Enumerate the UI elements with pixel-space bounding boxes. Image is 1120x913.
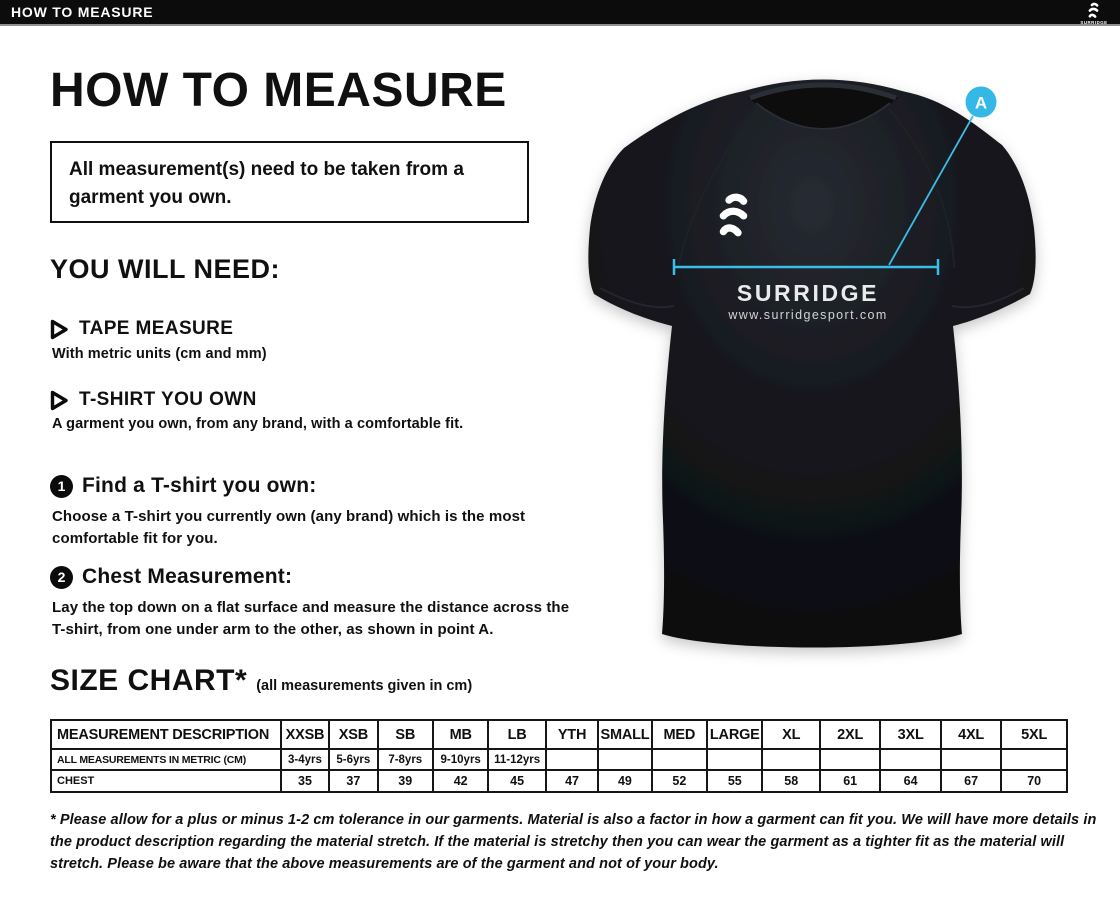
step-number-badge: 2 xyxy=(50,566,73,589)
step-desc: Lay the top down on a flat surface and measure the distance across the T-shirt, from one under arm to the other, as shown in point A. xyxy=(52,599,570,638)
marker-label: A xyxy=(974,93,988,113)
cell: 55 xyxy=(707,770,762,792)
cell: 5-6yrs xyxy=(329,749,377,770)
column-header: LB xyxy=(488,720,545,749)
column-header: XL xyxy=(762,720,819,749)
need-item-desc: With metric units (cm and mm) xyxy=(52,346,267,362)
need-item-tape-measure xyxy=(50,318,233,340)
page-title: HOW TO MEASURE xyxy=(50,64,507,117)
shirt-brand-text: SURRIDGE xyxy=(736,280,880,306)
size-chart-subtitle: (all measurements given in cm) xyxy=(256,678,473,694)
cell xyxy=(941,749,1001,770)
cell: 42 xyxy=(433,770,488,792)
table-row-chest xyxy=(51,770,1067,792)
cell: 39 xyxy=(378,770,433,792)
cell: 67 xyxy=(941,770,1001,792)
row-label: CHEST xyxy=(51,770,281,792)
cell: 7-8yrs xyxy=(378,749,433,770)
tolerance-footnote: * Please allow for a plus or minus 1-2 cm tolerance in our garments. Material is also a factor in how a garment can fit you. We will have more details in the product description regarding the material stretch. If the material is stretchy then you can wear the garment as a tighter fit as the material will stretch. Please be aware that the above measurements are of the garment and not of your body. xyxy=(50,812,1097,872)
column-header: 2XL xyxy=(820,720,880,749)
cell: 61 xyxy=(820,770,880,792)
cell xyxy=(762,749,819,770)
cell xyxy=(546,749,598,770)
cell xyxy=(707,749,762,770)
column-header: 5XL xyxy=(1001,720,1067,749)
cell: 47 xyxy=(546,770,598,792)
cell xyxy=(652,749,707,770)
cell: 58 xyxy=(762,770,819,792)
step-title: Find a T-shirt you own: xyxy=(82,474,317,497)
cell: 3-4yrs xyxy=(281,749,329,770)
tshirt-illustration xyxy=(560,60,1090,672)
measurement-point-a-marker xyxy=(966,87,997,118)
surridge-logo-icon xyxy=(1075,1,1113,26)
top-bar xyxy=(0,0,1120,26)
step-number-badge: 1 xyxy=(50,475,73,498)
top-bar-title: HOW TO MEASURE xyxy=(11,4,154,20)
cell xyxy=(1001,749,1067,770)
step-2-header xyxy=(50,565,292,589)
top-bar-brand: SURRIDGE xyxy=(1080,20,1108,25)
you-will-need-heading: YOU WILL NEED: xyxy=(50,254,281,284)
column-header: 4XL xyxy=(941,720,1001,749)
column-header: 3XL xyxy=(880,720,940,749)
column-header: XSB xyxy=(329,720,377,749)
row-label: ALL MEASUREMENTS IN METRIC (CM) xyxy=(51,749,281,770)
step-1-header xyxy=(50,474,316,498)
step-desc: Choose a T-shirt you currently own (any brand) which is the most comfortable fit for you. xyxy=(52,508,526,547)
column-header: LARGE xyxy=(707,720,762,749)
column-header: MB xyxy=(433,720,488,749)
cell: 49 xyxy=(598,770,651,792)
need-item-tshirt xyxy=(50,389,257,411)
column-header: SMALL xyxy=(598,720,651,749)
notice-box xyxy=(50,141,529,223)
tshirt-body xyxy=(588,80,1035,648)
tshirt-photo xyxy=(560,60,1090,672)
play-triangle-icon xyxy=(50,390,69,411)
cell: 70 xyxy=(1001,770,1067,792)
need-item-desc: A garment you own, from any brand, with a comfortable fit. xyxy=(52,416,464,432)
cell: 45 xyxy=(488,770,545,792)
cell: 11-12yrs xyxy=(488,749,545,770)
cell: 64 xyxy=(880,770,940,792)
size-chart-table xyxy=(50,719,1068,793)
column-header: SB xyxy=(378,720,433,749)
cell: 52 xyxy=(652,770,707,792)
column-header: MED xyxy=(652,720,707,749)
table-row-metric xyxy=(51,749,1067,770)
cell xyxy=(598,749,651,770)
column-header: YTH xyxy=(546,720,598,749)
cell: 9-10yrs xyxy=(433,749,488,770)
shirt-website-text: www.surridgesport.com xyxy=(728,308,888,322)
need-item-title: TAPE MEASURE xyxy=(79,318,234,339)
cell xyxy=(880,749,940,770)
cell xyxy=(820,749,880,770)
table-header-row xyxy=(51,720,1067,749)
cell: 37 xyxy=(329,770,377,792)
notice-text: All measurement(s) need to be taken from a garment you own. xyxy=(69,159,464,208)
cell: 35 xyxy=(281,770,329,792)
need-item-title: T-SHIRT YOU OWN xyxy=(79,389,257,410)
column-header: XXSB xyxy=(281,720,329,749)
step-title: Chest Measurement: xyxy=(82,565,293,588)
play-triangle-icon xyxy=(50,319,69,340)
size-chart-heading xyxy=(50,664,472,698)
column-header: MEASUREMENT DESCRIPTION xyxy=(51,720,281,749)
size-chart-title: SIZE CHART* xyxy=(50,664,248,697)
